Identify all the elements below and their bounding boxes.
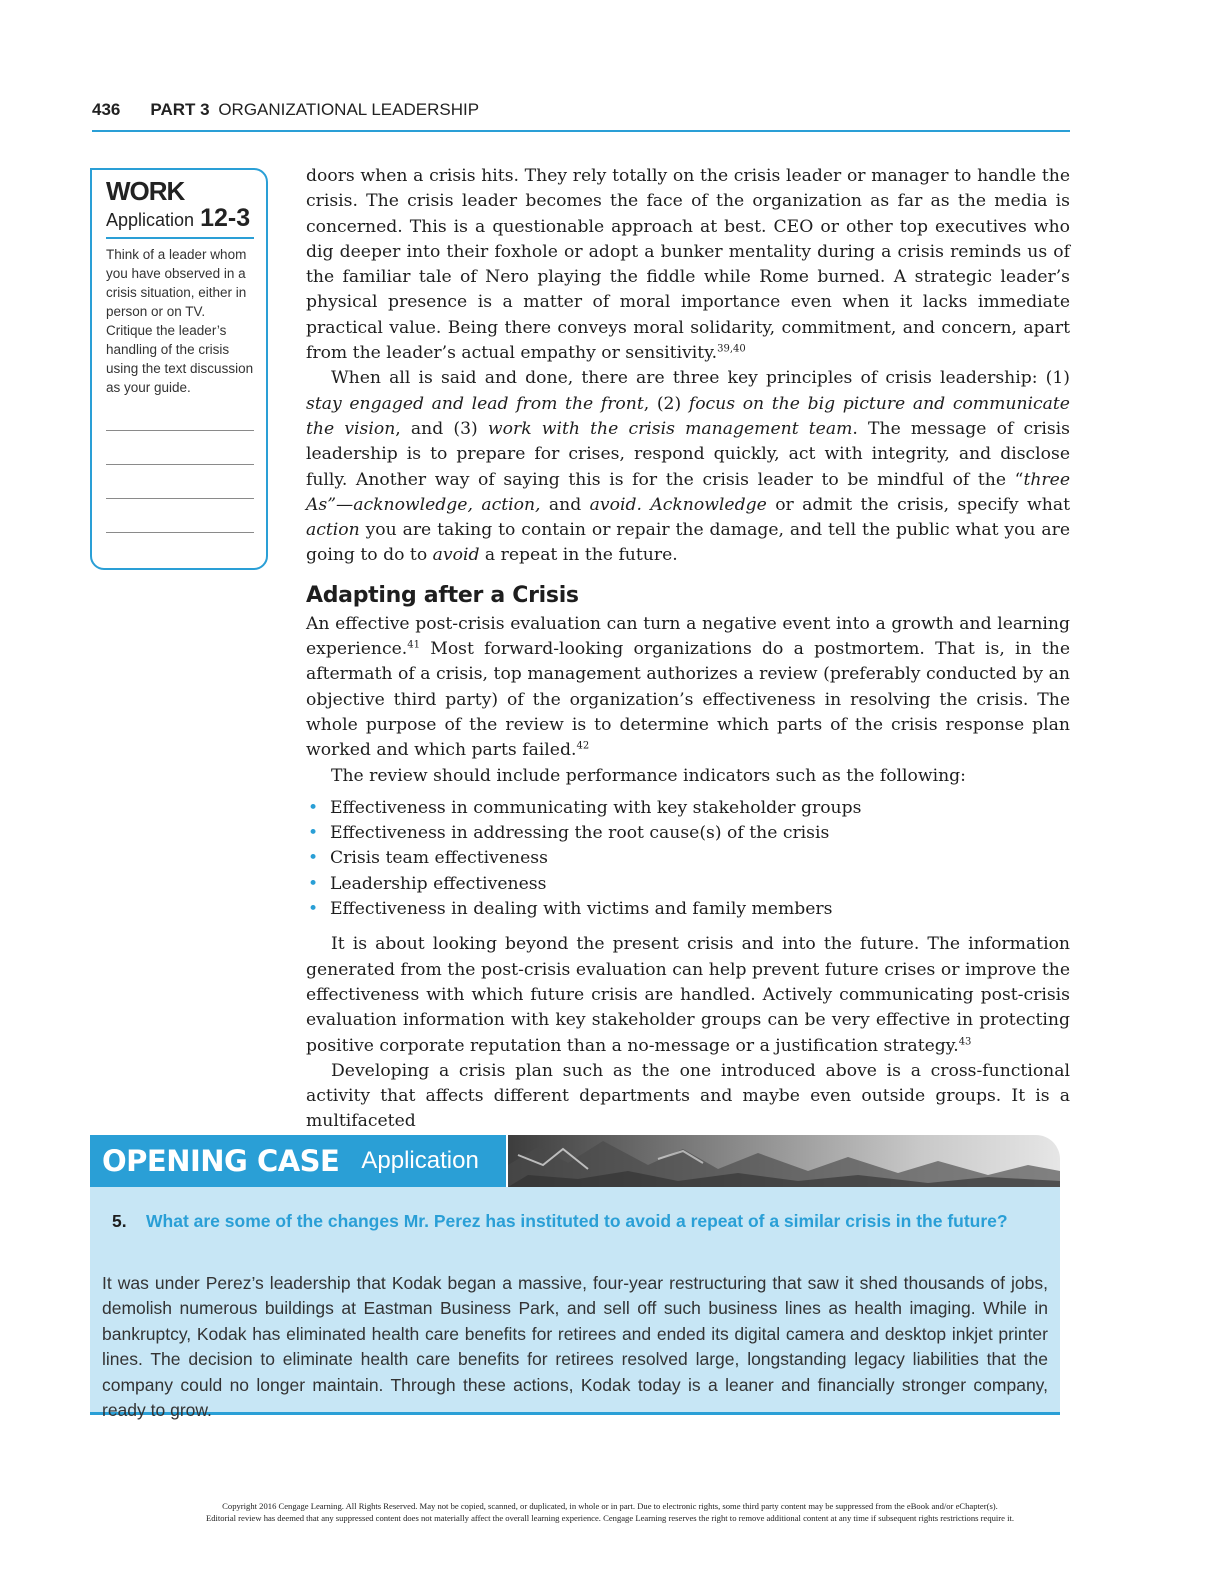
list-item: • Crisis team effectiveness [306,846,1070,871]
citation: 42 [576,740,590,752]
copyright-line: Editorial review has deemed that any suppressed content does not materially affect the overall learning experience. Cengage Learning reserves the right to remove additional content at any time if subsequent rights restrictions require it. [205,1513,1015,1523]
copyright-line: Copyright 2016 Cengage Learning. All Rights Reserved. May not be copied, scanned, or duplicated, in whole or in part. Due to electronic rights, some third party content may be suppressed from the eBook and/or eChapter(s). [222,1501,998,1511]
question-text: What are some of the changes Mr. Perez has instituted to avoid a repeat of a similar crisis in the future? [146,1211,1008,1231]
citation: 39,40 [717,343,746,355]
copyright-footer [80,1500,1140,1524]
section-heading: Adapting after a Crisis [306,582,579,608]
answer-line [106,397,254,431]
answer-line [106,499,254,533]
list-item: • Effectiveness in communicating with key stakeholder groups [306,796,1070,821]
list-item: • Effectiveness in dealing with victims and family members [306,897,1070,922]
opening-case-banner [90,1135,1060,1187]
part-label: PART 3 [150,100,210,119]
main-text-column [306,164,1070,1135]
answer-line [106,465,254,499]
paragraph: An effective post-crisis evaluation can turn a negative event into a growth and learning experience.$^{41}$ Most forward-looking organizations do a postmortem. That is, in the aftermath of a crisis, top management authorizes a review (preferably conducted by an objective third party) of the organization’s effectiveness in resolving the crisis. The whole purpose of the review is to determine which parts of the crisis response plan worked and which parts failed.$^{42}$ [306,613,1070,761]
citation: 43 [958,1035,972,1047]
answer-line [106,431,254,465]
work-application-title: WORK [106,176,185,206]
work-application-box [90,168,268,570]
list-item: • Leadership effectiveness [306,872,1070,897]
paragraph: When all is said and done, there are three key principles of crisis leadership: (1) stay engaged and lead from the front, (2) focus on the big picture and communicate the vision, and (3) work with the crisis management team. The message of crisis leadership is to prepare for crises, respond quickly, act with integrity, and disclose fully. Another way of saying this is for the crisis leader to be mindful of the “three As”—acknowledge, action, and avoid. Acknowledge or admit the crisis, specify what action you are taking to contain or repair the damage, and tell the public what you are going to do to avoid a repeat in the future. [306,368,1070,566]
work-application-number: 12-3 [200,204,251,232]
running-header [92,100,1070,132]
opening-case-title [90,1135,506,1187]
work-application-subtitle: Application [106,210,195,230]
opening-case-answer: It was under Perez’s leadership that Kodak began a massive, four-year restructuring that saw it shed thousands of jobs, demolish numerous buildings at Eastman Business Park, and sell off such business lines as health imaging. While in bankruptcy, Kodak has eliminated health care benefits for retirees and ended its digital camera and desktop inkjet printer lines. The decision to eliminate health care benefits for retirees resolved large, longstanding legacy liabilities that the company could no longer maintain. Through these actions, Kodak today is a leaner and financially stronger company, ready to grow. [102,1273,1048,1421]
page-number: 436 [92,100,121,119]
work-application-text: Think of a leader whom you have observed in a crisis situation, either in person or on TV. Critique the leader’s handling of the crisis using the text discussion as your guide. [106,247,254,395]
opening-case-body [90,1187,1060,1421]
opening-case-question [112,1209,1042,1234]
mountain-photo-banner [508,1135,1060,1187]
indicator-list [306,796,1070,922]
mountain-icon [508,1135,1060,1187]
part-title: ORGANIZATIONAL LEADERSHIP [218,100,480,119]
question-number: 5. [112,1211,127,1231]
opening-case-title-bold: OPENING CASE [102,1144,340,1178]
list-item: • Effectiveness in addressing the root cause(s) of the crisis [306,821,1070,846]
work-application-subtitle-row [106,204,254,239]
opening-case-title-light: Application [361,1147,479,1174]
paragraph: doors when a crisis hits. They rely totally on the crisis leader or manager to handle the crisis. The crisis leader becomes the face of the organization as far as the media is concerned. This is a questionable approach at best. CEO or other top executives who dig deeper into their foxhole or adopt a bunker mentality during a crisis reminds us of the familiar tale of Nero playing the fiddle while Rome burned. A strategic leader’s physical presence is a matter of moral importance even when it lacks immediate practical value. Being there conveys moral solidarity, commitment, and concern, apart from the leader’s actual empathy or sensitivity.$^{39,40}$ [306,166,1070,364]
paragraph: It is about looking beyond the present crisis and into the future. The information generated from the post-crisis evaluation can help prevent future crises or improve the effectiveness with which future crisis are handled. Actively communicating post-crisis evaluation information with key stakeholder groups can be very effective in protecting positive corporate reputation than a no-message or a justification strategy.$^{43}$ [306,934,1070,1056]
citation: 41 [407,639,420,651]
paragraph: Developing a crisis plan such as the one introduced above is a cross-functional activity that affects different departments and maybe even outside groups. It is a multifaceted [306,1060,1070,1132]
paragraph: The review should include performance indicators such as the following: [331,765,966,786]
